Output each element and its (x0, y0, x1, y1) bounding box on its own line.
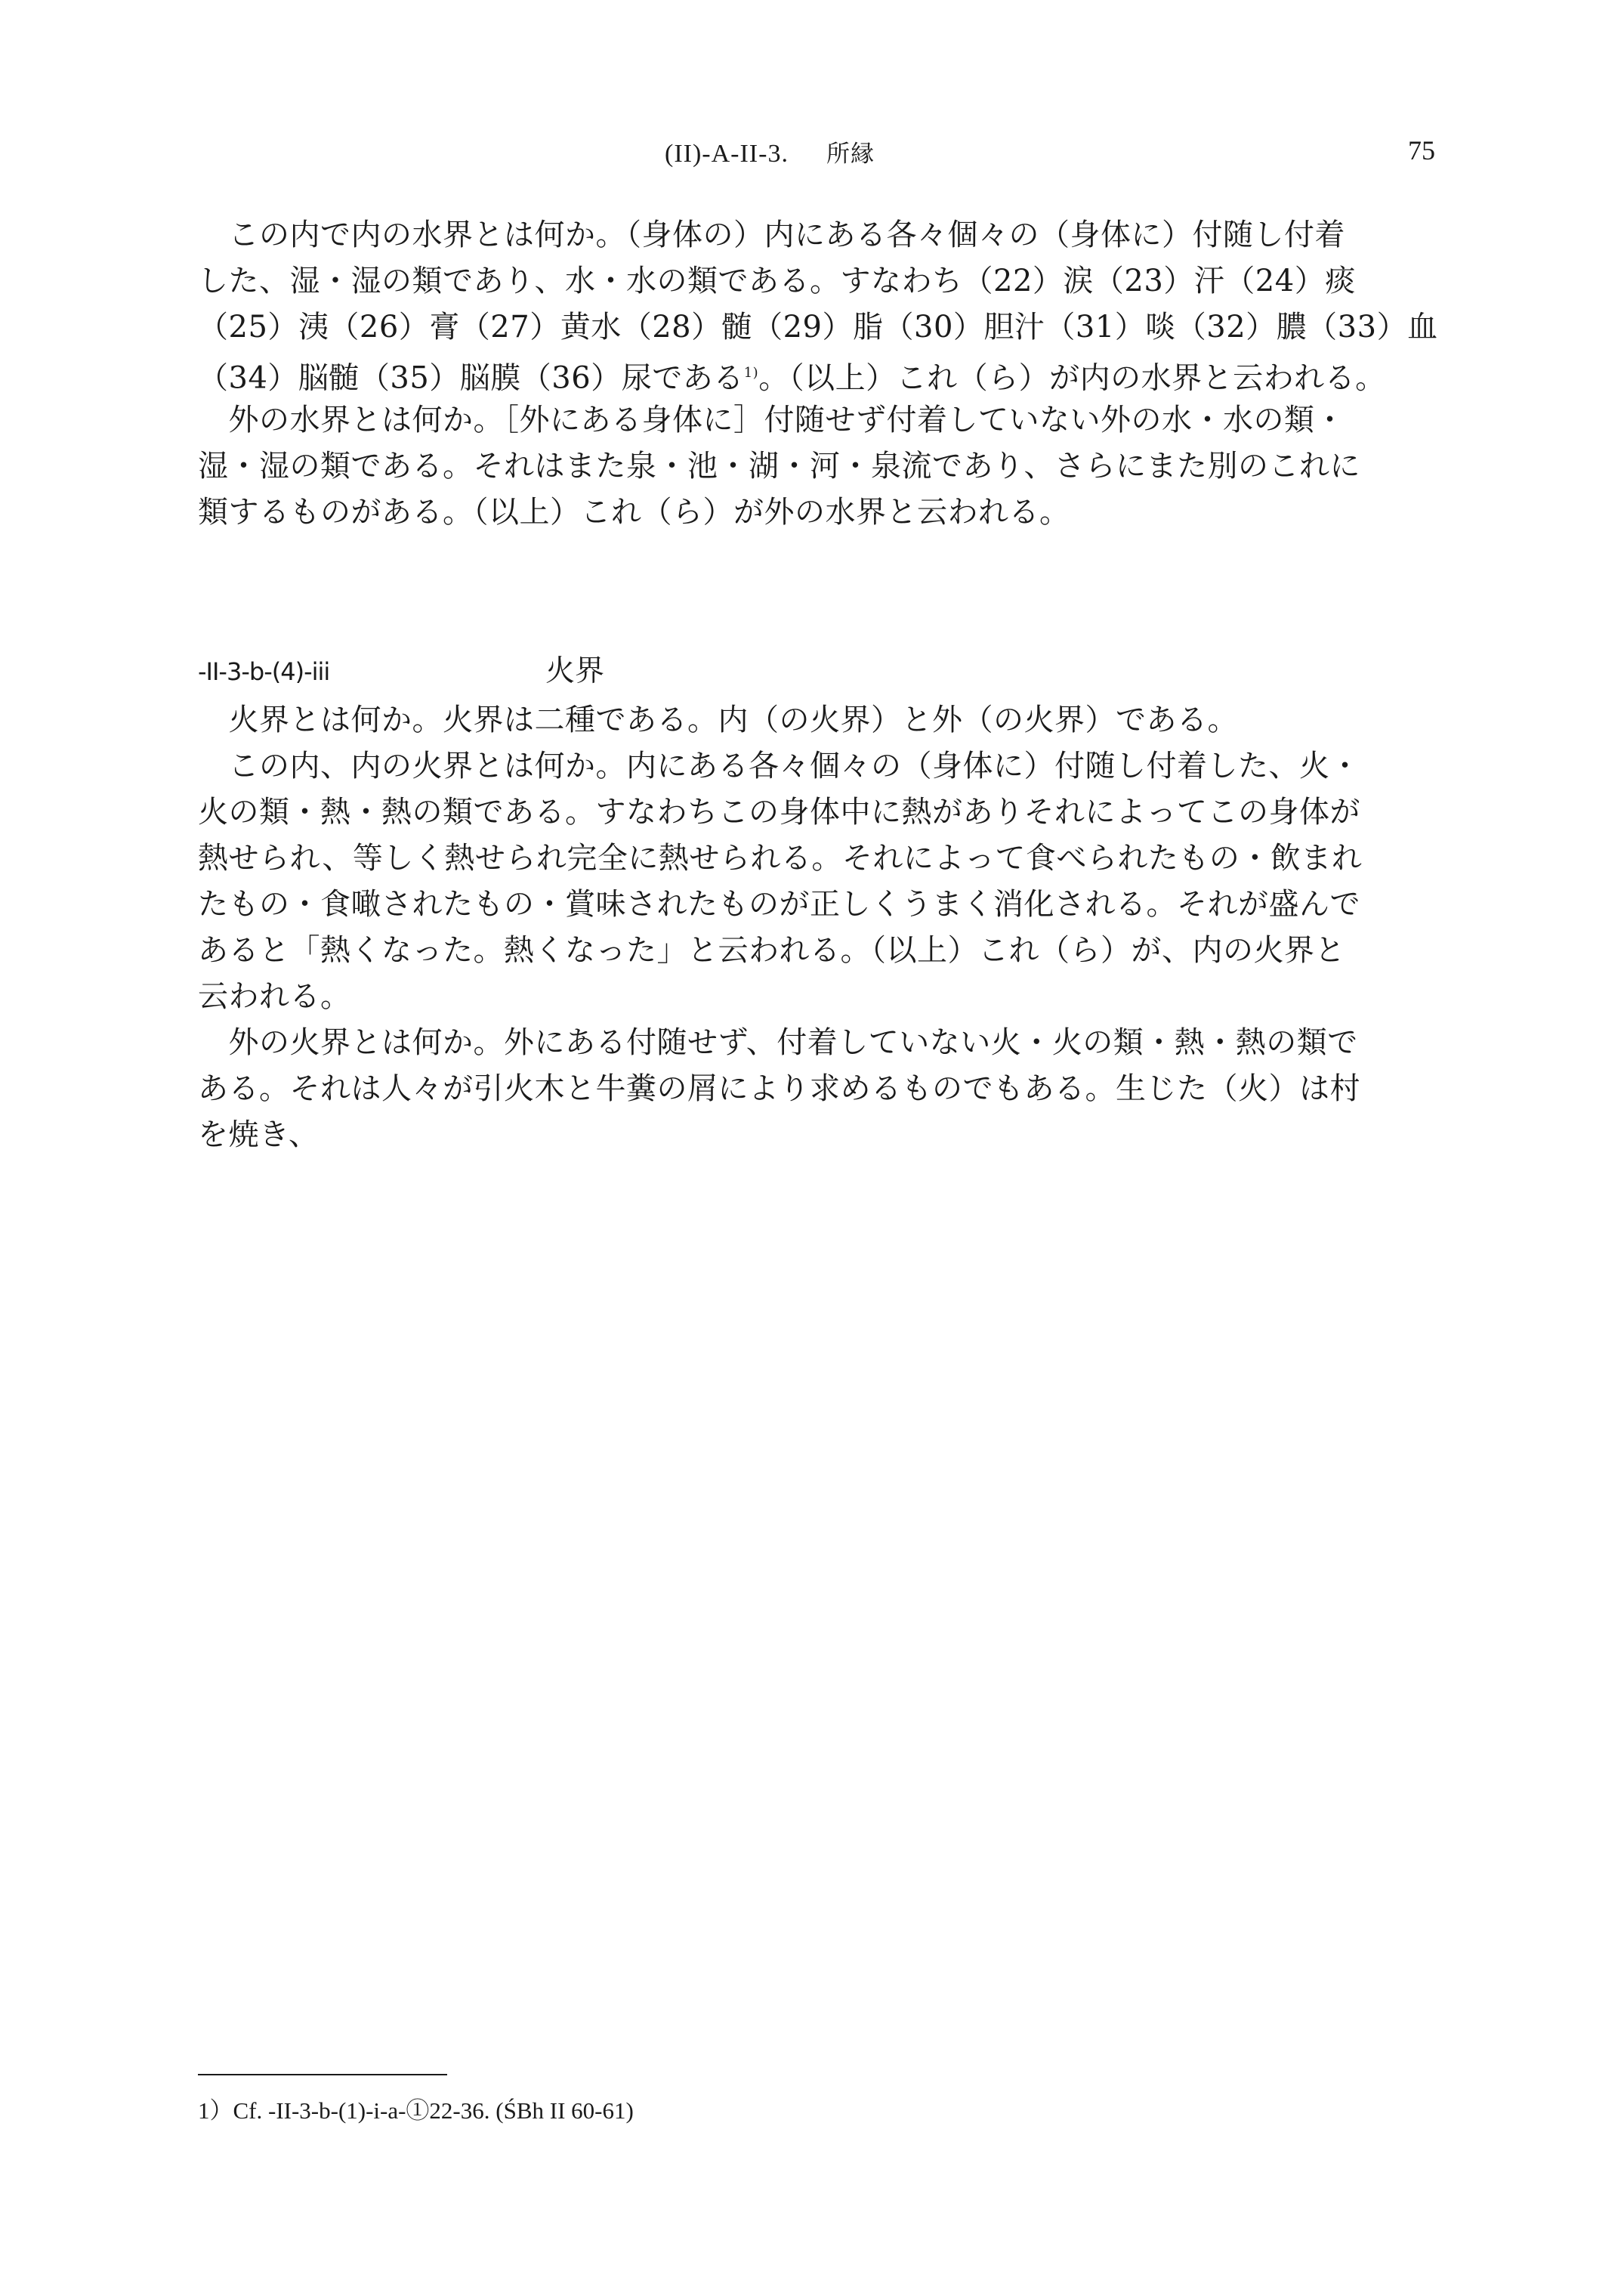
section-heading (198, 653, 605, 691)
text-line: あると「熱くなった。熱くなった」と云われる。（以上）これ（ら）が、内の火界と (198, 933, 1345, 968)
page-number: 75 (1408, 135, 1435, 165)
text-line: 云われる。 (198, 979, 351, 1014)
text-line: 熱せられ、等しく熱せられ完全に熱せられる。それによって食べられたもの・飲まれ (198, 841, 1363, 876)
running-head (665, 134, 875, 168)
footnote: 1）Cf. -II-3-b-(1)-i-a-①22-36. (ŚBh II 60-61) (198, 2097, 634, 2124)
section-title: 火界 (545, 654, 605, 688)
text-line: この内で内の水界とは何か。（身体の）内にある各々個々の（身体に）付随し付着 (198, 218, 1345, 252)
text-line: を焼き、 (198, 1117, 320, 1152)
footnote-rule (198, 2074, 447, 2075)
section-id: -II-3-b-(4)-iii (198, 657, 330, 686)
text-line: 外の火界とは何か。外にある付随せず、付着していない火・火の類・熱・熱の類で (198, 1025, 1358, 1060)
text-line: した、湿・湿の類であり、水・水の類である。すなわち（22）涙（23）汗（24）痰 (198, 264, 1356, 298)
footnote-marker: 1) (743, 365, 759, 381)
text-line: この内、内の火界とは何か。内にある各々個々の（身体に）付随し付着した、火・ (198, 749, 1360, 783)
text-line: 火界とは何か。火界は二種である。内（の火界）と外（の火界）である。 (198, 703, 1238, 737)
text-line: 類するものがある。（以上）これ（ら）が外の水界と云われる。 (198, 495, 1070, 530)
text-line (198, 351, 1467, 400)
text-line: 外の水界とは何か。［外にある身体に］付随せず付着していない外の水・水の類・ (198, 403, 1345, 437)
text-segment: 。（以上）これ（ら）が内の水界と云われる。 (758, 360, 1386, 396)
text-line: たもの・食噉されたもの・賞味されたものが正しくうまく消化される。それが盛んで (198, 887, 1360, 922)
text-line: （25）洟（26）膏（27）黄水（28）髄（29）脂（30）胆汁（31）啖（32）膿（33）血 (198, 310, 1438, 345)
text-segment: （34）脳髄（35）脳膜（36）尿である (198, 360, 744, 396)
running-head-title: 所縁 (826, 141, 875, 168)
text-line: 火の類・熱・熱の類である。すなわちこの身体中に熱がありそれによってこの身体が (198, 795, 1360, 830)
running-head-section: (II)-A-II-3. (665, 140, 789, 168)
text-line: ある。それは人々が引火木と牛糞の屑により求めるものでもある。生じた（火）は村 (198, 1071, 1360, 1106)
text-line: 湿・湿の類である。それはまた泉・池・湖・河・泉流であり、さらにまた別のこれに (198, 449, 1360, 484)
